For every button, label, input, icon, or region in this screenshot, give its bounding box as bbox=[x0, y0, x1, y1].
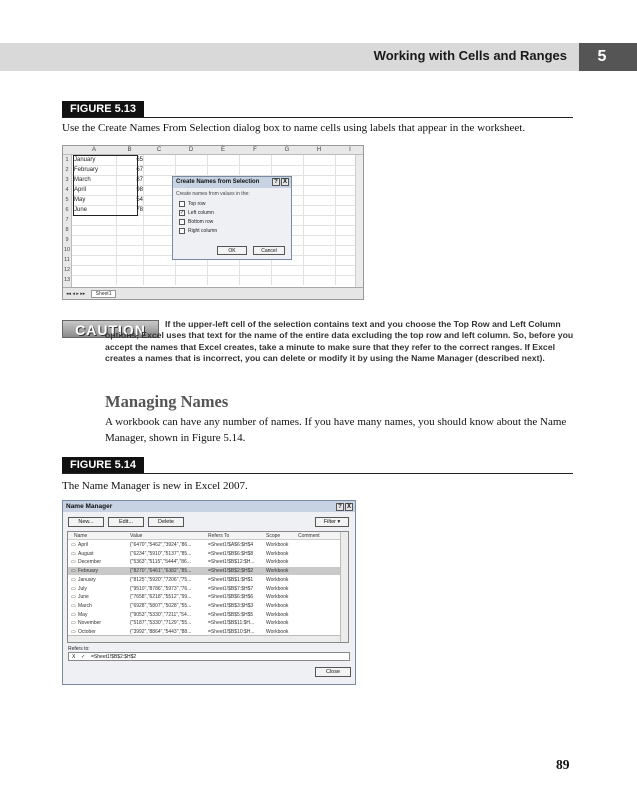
sheet-tab-bar bbox=[63, 287, 363, 299]
sheet-tab[interactable]: Sheet1 bbox=[91, 290, 117, 298]
confirm-edit-icon[interactable]: ✓ bbox=[81, 654, 86, 660]
cell-value[interactable]: 54 bbox=[136, 197, 143, 203]
ok-button[interactable]: OK bbox=[217, 246, 247, 255]
cell-value[interactable]: 67 bbox=[136, 167, 143, 173]
row-header[interactable]: 4 bbox=[63, 185, 72, 195]
top-row-checkbox[interactable] bbox=[179, 201, 185, 207]
row-header[interactable]: 3 bbox=[63, 175, 72, 185]
name-row-name: June bbox=[78, 594, 89, 601]
names-list[interactable] bbox=[67, 531, 349, 643]
name-row-scope: Workbook bbox=[266, 620, 289, 627]
name-row-scope: Workbook bbox=[266, 550, 289, 557]
name-icon: ▭ bbox=[71, 576, 76, 583]
name-list-row[interactable] bbox=[68, 619, 340, 627]
left-column-label: Left column bbox=[188, 210, 214, 216]
new-name-button[interactable]: New... bbox=[68, 517, 104, 527]
cell-label[interactable]: May bbox=[74, 197, 86, 203]
name-list-row[interactable] bbox=[68, 593, 340, 601]
row-header[interactable]: 2 bbox=[63, 165, 72, 175]
vertical-scrollbar[interactable] bbox=[355, 155, 363, 287]
name-icon: ▭ bbox=[71, 559, 76, 566]
name-list-row[interactable] bbox=[68, 558, 340, 566]
name-row-refers: =Sheet1!$B$11:$H... bbox=[208, 620, 255, 627]
section-body-text: A workbook can have any number of names. If you have many names, you should know about the Name Manager, shown in Figure 5.14. bbox=[105, 416, 567, 444]
name-row-refers: =Sheet1!$A$6:$H$4 bbox=[208, 542, 254, 548]
column-name-header[interactable]: Name bbox=[74, 533, 88, 539]
horizontal-scrollbar[interactable] bbox=[68, 635, 340, 642]
name-row-value: {"5187","5330","7129","55... bbox=[130, 620, 192, 627]
column-header-f[interactable]: F bbox=[239, 146, 271, 155]
column-header-a[interactable]: A bbox=[72, 146, 116, 155]
name-list-row[interactable] bbox=[68, 585, 340, 593]
chapter-number: 5 bbox=[597, 48, 607, 65]
name-row-scope: Workbook bbox=[266, 585, 289, 592]
cell-label[interactable]: March bbox=[74, 177, 91, 183]
name-icon: ▭ bbox=[71, 542, 76, 548]
close-icon[interactable]: X bbox=[346, 504, 351, 511]
close-button[interactable]: Close bbox=[315, 667, 351, 677]
cell-value[interactable]: 65 bbox=[136, 157, 143, 163]
left-column-checkbox[interactable]: ✓ bbox=[180, 210, 185, 216]
name-row-value: {"9053","5330","7211","54... bbox=[130, 611, 191, 618]
cell-label[interactable]: June bbox=[74, 207, 88, 213]
close-icon[interactable]: X bbox=[282, 179, 287, 186]
filter-label: Filter bbox=[323, 519, 336, 525]
select-all-corner[interactable] bbox=[63, 146, 72, 155]
names-list-header bbox=[68, 532, 340, 540]
dropdown-arrow-icon: ▾ bbox=[337, 519, 341, 525]
name-list-row[interactable] bbox=[68, 602, 340, 610]
cell-label[interactable]: April bbox=[74, 187, 87, 193]
name-icon: ▭ bbox=[71, 620, 76, 627]
name-list-row[interactable] bbox=[68, 576, 340, 584]
right-column-label: Right column bbox=[188, 228, 218, 234]
name-icon: ▭ bbox=[71, 594, 76, 601]
section-heading: Managing Names bbox=[105, 392, 229, 411]
name-row-name: February bbox=[78, 568, 99, 575]
name-row-scope: Workbook bbox=[266, 594, 289, 601]
bottom-row-option[interactable] bbox=[179, 219, 213, 225]
row-header[interactable]: 11 bbox=[63, 255, 72, 265]
name-row-scope: Workbook bbox=[266, 602, 289, 609]
gridline bbox=[72, 275, 355, 276]
row-header[interactable]: 9 bbox=[63, 235, 72, 245]
row-header[interactable]: 1 bbox=[63, 155, 72, 165]
name-list-row[interactable] bbox=[68, 550, 340, 558]
refers-to-input[interactable] bbox=[68, 652, 350, 661]
figure-5-13-caption: Use the Create Names From Selection dialog box to name cells using labels that appear in the worksheet. bbox=[62, 122, 526, 134]
bottom-row-checkbox[interactable] bbox=[179, 219, 185, 225]
name-row-scope: Workbook bbox=[266, 568, 289, 575]
cancel-edit-icon[interactable]: X bbox=[72, 654, 76, 660]
caution-text: If the upper-left cell of the selection contains text and you choose the Top Row and Left Column options, Excel uses that text for the name of the entire data excluding the top row and left column. So, before you accept the names that Excel creates, take a minute to make sure that they refer to the correct ranges. If Excel creates a names that is incorrect, you can delete or modify it by using the Name Manager (described next). bbox=[105, 319, 574, 363]
name-icon: ▭ bbox=[71, 550, 76, 557]
figure-5-14-caption: The Name Manager is new in Excel 2007. bbox=[62, 480, 248, 492]
figure-5-13-rule bbox=[62, 117, 573, 118]
name-row-name: November bbox=[78, 620, 102, 627]
edit-name-button[interactable]: Edit... bbox=[108, 517, 144, 527]
running-header-title: Working with Cells and Ranges bbox=[373, 48, 567, 63]
name-row-name: April bbox=[78, 542, 89, 548]
name-icon: ▭ bbox=[71, 611, 76, 618]
name-row-scope: Workbook bbox=[266, 559, 289, 566]
name-row-refers: =Sheet1!$B$1:$H$1 bbox=[208, 576, 254, 583]
name-row-value: {"3992","8864","5443","88... bbox=[130, 629, 192, 635]
name-row-refers: =Sheet1!$B$6:$H$8 bbox=[208, 550, 254, 557]
name-row-value: {"9510","8786","5973","76... bbox=[130, 585, 192, 592]
cell-label[interactable]: February bbox=[74, 167, 99, 173]
create-names-dialog-title-bar[interactable] bbox=[173, 177, 291, 188]
cancel-button[interactable]: Cancel bbox=[253, 246, 285, 255]
right-column-checkbox[interactable] bbox=[179, 228, 185, 234]
name-list-row[interactable] bbox=[68, 567, 340, 575]
row-header[interactable]: 12 bbox=[63, 267, 71, 273]
name-row-name: October bbox=[78, 629, 96, 635]
top-row-label: Top row bbox=[188, 201, 206, 207]
name-row-refers: =Sheet1!$B$12:$H... bbox=[208, 559, 255, 566]
name-row-name: July bbox=[78, 585, 87, 592]
gridline bbox=[72, 265, 355, 266]
name-manager-dialog bbox=[62, 500, 356, 685]
column-header-c[interactable]: C bbox=[143, 146, 175, 155]
name-row-scope: Workbook bbox=[266, 629, 289, 635]
name-row-scope: Workbook bbox=[266, 542, 289, 548]
vertical-scrollbar[interactable] bbox=[340, 532, 348, 642]
name-icon: ▭ bbox=[71, 629, 76, 635]
name-row-name: May bbox=[78, 611, 88, 618]
selection-range-outline bbox=[73, 155, 138, 216]
filter-button[interactable] bbox=[315, 517, 349, 527]
top-row-option[interactable] bbox=[179, 201, 206, 207]
name-row-value: {"6234","5910","5137","85... bbox=[130, 550, 192, 557]
bottom-row-label: Bottom row bbox=[188, 219, 214, 225]
cell-value[interactable]: 98 bbox=[136, 187, 143, 193]
name-row-refers: =Sheet1!$B$6:$H$6 bbox=[208, 594, 254, 601]
column-header-b[interactable]: B bbox=[116, 146, 143, 155]
name-row-name: August bbox=[78, 550, 94, 557]
name-row-value: {"5363","5115","5444","86... bbox=[130, 559, 191, 566]
name-row-value: {"6470","5462","3924","86... bbox=[130, 542, 192, 548]
refers-to-value: =Sheet1!$B$2:$H$2 bbox=[91, 654, 137, 660]
name-row-refers: =Sheet1!$B$7:$H$7 bbox=[208, 585, 254, 592]
row-header[interactable]: 8 bbox=[63, 225, 72, 235]
row-header[interactable]: 10 bbox=[63, 247, 71, 253]
name-list-row[interactable] bbox=[68, 541, 340, 549]
delete-name-button[interactable]: Delete bbox=[148, 517, 184, 527]
figure-5-14-rule bbox=[62, 473, 573, 474]
create-names-dialog bbox=[172, 176, 292, 260]
column-header-g[interactable]: G bbox=[271, 146, 303, 155]
name-manager-title: Name Manager bbox=[66, 503, 113, 510]
chapter-number-tab bbox=[579, 43, 637, 71]
name-row-scope: Workbook bbox=[266, 576, 289, 583]
name-row-refers: =Sheet1!$B$3:$H$3 bbox=[208, 602, 254, 609]
column-refers-to-header[interactable]: Refers To bbox=[208, 533, 230, 539]
name-row-value: {"8270","6461","6382","85... bbox=[130, 568, 192, 575]
figure-5-14-label: FIGURE 5.14 bbox=[62, 457, 144, 473]
cell-label[interactable]: January bbox=[74, 157, 96, 163]
name-icon: ▭ bbox=[71, 568, 76, 575]
right-column-option[interactable] bbox=[179, 228, 217, 234]
name-row-refers: =Sheet1!$B$2:$H$2 bbox=[208, 568, 254, 575]
row-header[interactable]: 7 bbox=[63, 215, 72, 225]
column-comment-header[interactable]: Comment bbox=[298, 533, 320, 539]
name-icon: ▭ bbox=[71, 585, 76, 592]
excel-worksheet-screenshot bbox=[62, 145, 364, 300]
create-names-prompt: Create names from values in the: bbox=[176, 191, 250, 197]
gridline bbox=[303, 155, 304, 285]
row-header[interactable]: 5 bbox=[63, 195, 72, 205]
name-row-refers: =Sheet1!$B$5:$H$5 bbox=[208, 611, 254, 618]
name-row-value: {"7658","6218","5512","99... bbox=[130, 594, 192, 601]
name-row-name: March bbox=[78, 602, 92, 609]
name-row-name: December bbox=[78, 559, 102, 566]
row-header[interactable]: 13 bbox=[63, 277, 71, 283]
caution-badge: CAUTION bbox=[62, 320, 159, 338]
help-icon[interactable]: ? bbox=[272, 178, 280, 186]
gridline bbox=[335, 155, 336, 285]
column-header-e[interactable]: E bbox=[207, 146, 239, 155]
column-scope-header[interactable]: Scope bbox=[266, 533, 281, 539]
create-names-dialog-title: Create Names from Selection bbox=[176, 179, 260, 185]
figure-5-13-label: FIGURE 5.13 bbox=[62, 101, 144, 117]
name-row-name: January bbox=[78, 576, 96, 583]
name-list-row[interactable] bbox=[68, 611, 340, 619]
gridline bbox=[143, 155, 144, 285]
row-header[interactable]: 6 bbox=[63, 205, 72, 215]
column-header-h[interactable]: H bbox=[303, 146, 335, 155]
name-row-value: {"6928","5807","5028","55... bbox=[130, 602, 192, 609]
cell-value[interactable]: 87 bbox=[136, 177, 143, 183]
sheet-nav-arrows-icon[interactable]: ◂◂ ◂ ▸ ▸▸ bbox=[66, 291, 86, 297]
column-value-header[interactable]: Value bbox=[130, 533, 143, 539]
page-number: 89 bbox=[556, 757, 570, 772]
name-row-refers: =Sheet1!$B$10:$H... bbox=[208, 629, 255, 635]
name-icon: ▭ bbox=[71, 602, 76, 609]
left-column-option[interactable] bbox=[179, 210, 214, 216]
cell-value[interactable]: 78 bbox=[136, 207, 143, 213]
column-header-i[interactable]: I bbox=[335, 146, 364, 155]
name-row-scope: Workbook bbox=[266, 611, 289, 618]
column-header-d[interactable]: D bbox=[175, 146, 207, 155]
refers-to-label: Refers to: bbox=[68, 646, 90, 652]
help-icon[interactable]: ? bbox=[336, 503, 344, 511]
name-manager-title-bar[interactable] bbox=[63, 501, 355, 512]
name-row-value: {"8125","5920","7206","75... bbox=[130, 576, 192, 583]
